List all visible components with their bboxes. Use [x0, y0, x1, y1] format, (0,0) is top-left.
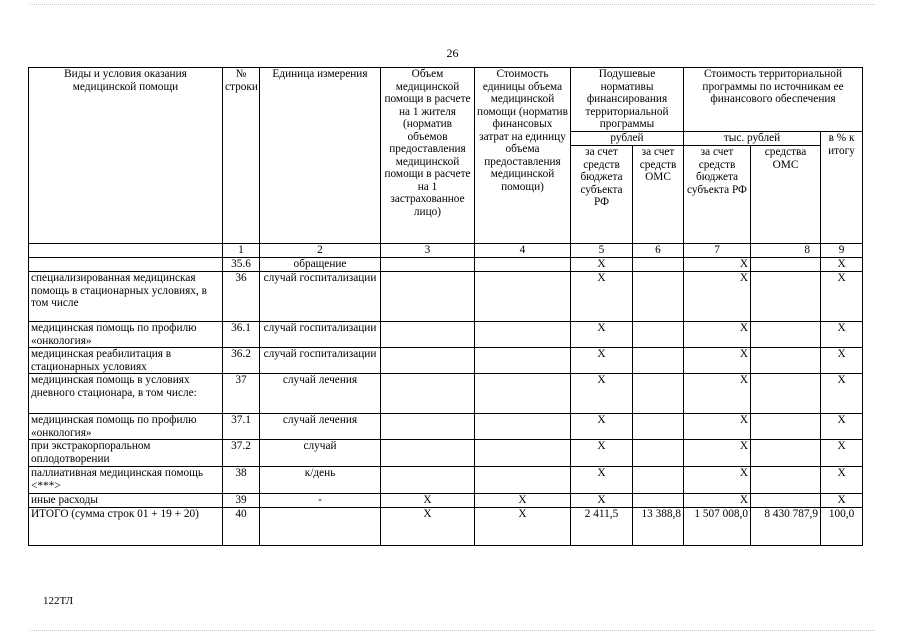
cell-num: 40 — [223, 508, 260, 546]
cell-unit: случай — [260, 440, 381, 467]
header-per-capita: Подушевые нормативы финансирования территориальной программы — [571, 68, 684, 132]
header-oms-1: за счет средств ОМС — [633, 146, 684, 244]
header-oms-2: средства ОМС — [751, 146, 821, 244]
cell-c8: 8 430 787,9 — [751, 508, 821, 546]
cell-c5: X — [571, 414, 633, 440]
cell-c9: 100,0 — [821, 508, 863, 546]
cell-c9: X — [821, 440, 863, 467]
cell-num: 35.6 — [223, 258, 260, 272]
cell-c9: X — [821, 414, 863, 440]
cell-num: 37 — [223, 374, 260, 414]
cell-c3: X — [381, 494, 475, 508]
cell-num: 36 — [223, 272, 260, 322]
cell-c3: X — [381, 508, 475, 546]
cell-num: 37.2 — [223, 440, 260, 467]
column-number: 2 — [260, 244, 381, 258]
cell-c6: 13 388,8 — [633, 508, 684, 546]
cell-c9: X — [821, 374, 863, 414]
cell-c5: X — [571, 467, 633, 494]
cell-c4 — [475, 272, 571, 322]
header-row-number: № строки — [223, 68, 260, 244]
cell-c3 — [381, 322, 475, 348]
column-number: 7 — [684, 244, 751, 258]
cell-c7: X — [684, 414, 751, 440]
column-number: 5 — [571, 244, 633, 258]
column-number: 4 — [475, 244, 571, 258]
cell-c7: X — [684, 348, 751, 374]
cell-c9: X — [821, 322, 863, 348]
cell-c4 — [475, 322, 571, 348]
cell-c4 — [475, 440, 571, 467]
cell-c6 — [633, 440, 684, 467]
cell-c6 — [633, 258, 684, 272]
cell-c5: X — [571, 322, 633, 348]
top-scan-line — [30, 4, 875, 5]
table-row — [29, 258, 863, 272]
cell-c8 — [751, 374, 821, 414]
header-kinds: Виды и условия оказания медицинской помощи — [29, 68, 223, 244]
cell-c8 — [751, 272, 821, 322]
cell-num: 38 — [223, 467, 260, 494]
table-row — [29, 272, 863, 322]
cell-c7: X — [684, 272, 751, 322]
cell-c5: 2 411,5 — [571, 508, 633, 546]
cell-name: медицинская помощь по профилю «онкология» — [29, 322, 223, 348]
cell-c7: X — [684, 374, 751, 414]
header-program-cost: Стоимость территориальной программы по источникам ее финансового обеспечения — [684, 68, 863, 132]
cell-unit: случай лечения — [260, 374, 381, 414]
cell-c8 — [751, 348, 821, 374]
cell-num: 37.1 — [223, 414, 260, 440]
cell-name — [29, 258, 223, 272]
header-volume: Объем медицинской помощи в расчете на 1 жителя (норматив объемов предоставления медицинской помощи в расчете на 1 застрахованное лицо) — [381, 68, 475, 244]
cell-c7: X — [684, 494, 751, 508]
header-row-1 — [29, 68, 863, 132]
cell-unit: случай госпитализации — [260, 272, 381, 322]
header-unit: Единица измерения — [260, 68, 381, 244]
cell-c8 — [751, 440, 821, 467]
cell-c7: X — [684, 467, 751, 494]
cell-c8 — [751, 467, 821, 494]
cell-c9: X — [821, 348, 863, 374]
table-row — [29, 440, 863, 467]
cell-c3 — [381, 348, 475, 374]
cell-unit: случай лечения — [260, 414, 381, 440]
table-row — [29, 374, 863, 414]
cell-unit: случай госпитализации — [260, 322, 381, 348]
cell-c7: 1 507 008,0 — [684, 508, 751, 546]
cell-name: специализированная медицинская помощь в стационарных условиях, в том числе — [29, 272, 223, 322]
cell-c6 — [633, 322, 684, 348]
cell-c9: X — [821, 272, 863, 322]
cell-name: медицинская помощь по профилю «онкология» — [29, 414, 223, 440]
cell-num: 39 — [223, 494, 260, 508]
cell-c8 — [751, 414, 821, 440]
cell-c3 — [381, 258, 475, 272]
column-number: 8 — [751, 244, 821, 258]
header-cost: Стоимость единицы объема медицинской помощи (норматив финансовых затрат на единицу объема предоставления медицинской помощи) — [475, 68, 571, 244]
cell-name: паллиативная медицинская помощь <***> — [29, 467, 223, 494]
cell-c3 — [381, 440, 475, 467]
cell-c6 — [633, 414, 684, 440]
table-row — [29, 467, 863, 494]
cell-c8 — [751, 258, 821, 272]
cell-c8 — [751, 494, 821, 508]
cell-c4 — [475, 467, 571, 494]
cell-name: при экстракорпоральном оплодотворении — [29, 440, 223, 467]
cell-c6 — [633, 467, 684, 494]
cell-c4 — [475, 348, 571, 374]
financing-table — [28, 67, 863, 546]
column-number-empty — [29, 244, 223, 258]
cell-unit: обращение — [260, 258, 381, 272]
page-number: 26 — [446, 46, 459, 60]
cell-c5: X — [571, 272, 633, 322]
cell-c8 — [751, 322, 821, 348]
column-number: 1 — [223, 244, 260, 258]
cell-c5: X — [571, 258, 633, 272]
header-rubles: рублей — [571, 132, 684, 146]
cell-c4: X — [475, 508, 571, 546]
cell-name: иные расходы — [29, 494, 223, 508]
cell-c4 — [475, 374, 571, 414]
cell-c3 — [381, 272, 475, 322]
cell-c5: X — [571, 374, 633, 414]
cell-unit — [260, 508, 381, 546]
cell-unit: - — [260, 494, 381, 508]
cell-c6 — [633, 348, 684, 374]
header-budget-1: за счет средств бюджета субъекта РФ — [571, 146, 633, 244]
footer-code: 122ТЛ — [43, 595, 74, 607]
column-number: 6 — [633, 244, 684, 258]
table-row — [29, 322, 863, 348]
header-percent: в % к итогу — [821, 132, 863, 244]
column-number: 9 — [821, 244, 863, 258]
cell-c7: X — [684, 258, 751, 272]
cell-c6 — [633, 494, 684, 508]
cell-name: медицинская помощь в условиях дневного стационара, в том числе: — [29, 374, 223, 414]
cell-c6 — [633, 272, 684, 322]
cell-c6 — [633, 374, 684, 414]
cell-c4: X — [475, 494, 571, 508]
cell-c3 — [381, 374, 475, 414]
cell-c7: X — [684, 322, 751, 348]
cell-num: 36.1 — [223, 322, 260, 348]
table-row — [29, 508, 863, 546]
cell-num: 36.2 — [223, 348, 260, 374]
table-row — [29, 494, 863, 508]
cell-c9: X — [821, 494, 863, 508]
cell-c9: X — [821, 467, 863, 494]
cell-unit: случай госпитализации — [260, 348, 381, 374]
column-number-row — [29, 244, 863, 258]
cell-c5: X — [571, 348, 633, 374]
cell-name: ИТОГО (сумма строк 01 + 19 + 20) — [29, 508, 223, 546]
header-budget-2: за счет средств бюджета субъекта РФ — [684, 146, 751, 244]
bottom-scan-line — [30, 630, 875, 631]
cell-c5: X — [571, 494, 633, 508]
cell-c4 — [475, 414, 571, 440]
cell-c7: X — [684, 440, 751, 467]
table-row — [29, 414, 863, 440]
cell-name: медицинская реабилитация в стационарных условиях — [29, 348, 223, 374]
cell-c3 — [381, 414, 475, 440]
column-number: 3 — [381, 244, 475, 258]
table-row — [29, 348, 863, 374]
cell-c5: X — [571, 440, 633, 467]
cell-c3 — [381, 467, 475, 494]
cell-c9: X — [821, 258, 863, 272]
cell-unit: к/день — [260, 467, 381, 494]
header-thousand-rubles: тыс. рублей — [684, 132, 821, 146]
cell-c4 — [475, 258, 571, 272]
